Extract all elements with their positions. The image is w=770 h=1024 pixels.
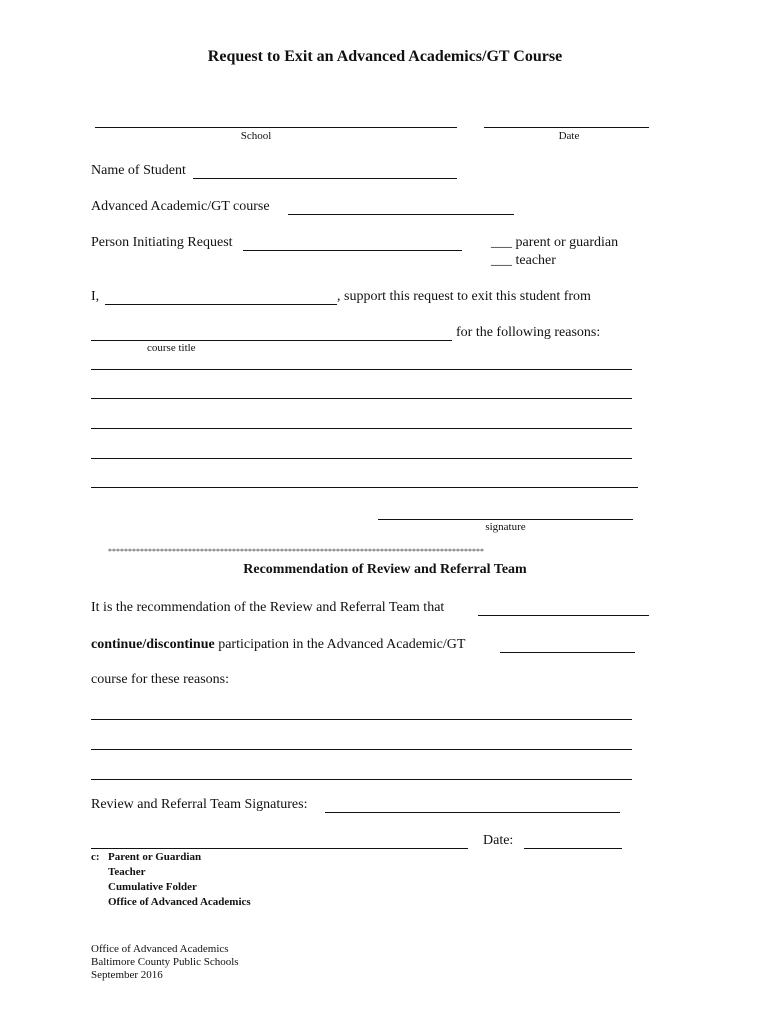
date-caption: Date <box>558 130 580 142</box>
team-signatures-field[interactable] <box>325 812 620 813</box>
course-field-2[interactable] <box>500 652 635 653</box>
team-reason-line[interactable] <box>91 719 632 720</box>
date-field[interactable] <box>484 127 649 128</box>
school-field[interactable] <box>95 127 457 128</box>
continue-discontinue-text: continue/discontinue <box>91 637 215 652</box>
school-caption: School <box>240 130 272 142</box>
cc-item: Teacher <box>108 866 146 878</box>
team-date-field[interactable] <box>524 848 622 849</box>
cc-item: Parent or Guardian <box>108 851 202 863</box>
signature-field[interactable] <box>378 519 633 520</box>
course-label: Advanced Academic/GT course <box>91 199 270 214</box>
reason-line[interactable] <box>91 369 632 370</box>
recommendation-text: It is the recommendation of the Review and Referral Team that <box>91 600 445 615</box>
parent-guardian-option[interactable]: ___ parent or guardian <box>491 235 619 250</box>
reason-line[interactable] <box>91 487 638 488</box>
footer-line: September 2016 <box>91 969 163 981</box>
student-name-field[interactable] <box>193 178 457 179</box>
initiator-field[interactable] <box>243 250 462 251</box>
initiator-label: Person Initiating Request <box>91 235 233 250</box>
team-reason-line[interactable] <box>91 779 632 780</box>
reason-line[interactable] <box>91 428 632 429</box>
reason-line[interactable] <box>91 398 632 399</box>
reasons2-text: course for these reasons: <box>91 672 230 687</box>
course-title-field[interactable] <box>91 340 452 341</box>
course-field[interactable] <box>288 214 514 215</box>
support-text: , support this request to exit this student from <box>337 289 591 304</box>
supporter-name-field[interactable] <box>105 304 337 305</box>
course-title-caption: course title <box>147 342 196 354</box>
footer-line: Office of Advanced Academics <box>91 943 229 955</box>
cc-list <box>108 850 251 910</box>
section-separator: ********************************************************************************************** <box>108 547 484 556</box>
team-heading: Recommendation of Review and Referral Team <box>243 562 527 577</box>
support-prefix: I, <box>91 289 100 304</box>
footer-line: Baltimore County Public Schools <box>91 956 239 968</box>
recommendation-field[interactable] <box>478 615 649 616</box>
cc-item: Cumulative Folder <box>108 881 197 893</box>
cc-item: Office of Advanced Academics <box>108 896 251 908</box>
team-signatures-label: Review and Referral Team Signatures: <box>91 797 308 812</box>
student-name-label: Name of Student <box>91 163 186 178</box>
form-title: Request to Exit an Advanced Academics/GT Course <box>207 48 563 65</box>
signature-caption: signature <box>485 521 526 533</box>
team-signature-field-2[interactable] <box>91 848 468 849</box>
participation-text: participation in the Advanced Academic/GT <box>218 637 466 652</box>
reason-line[interactable] <box>91 458 632 459</box>
footer <box>91 943 239 982</box>
date-label-2: Date: <box>483 833 514 848</box>
cc-label: c: <box>91 851 100 863</box>
teacher-option[interactable]: ___ teacher <box>491 253 556 268</box>
reasons-text: for the following reasons: <box>456 325 601 340</box>
team-reason-line[interactable] <box>91 749 632 750</box>
